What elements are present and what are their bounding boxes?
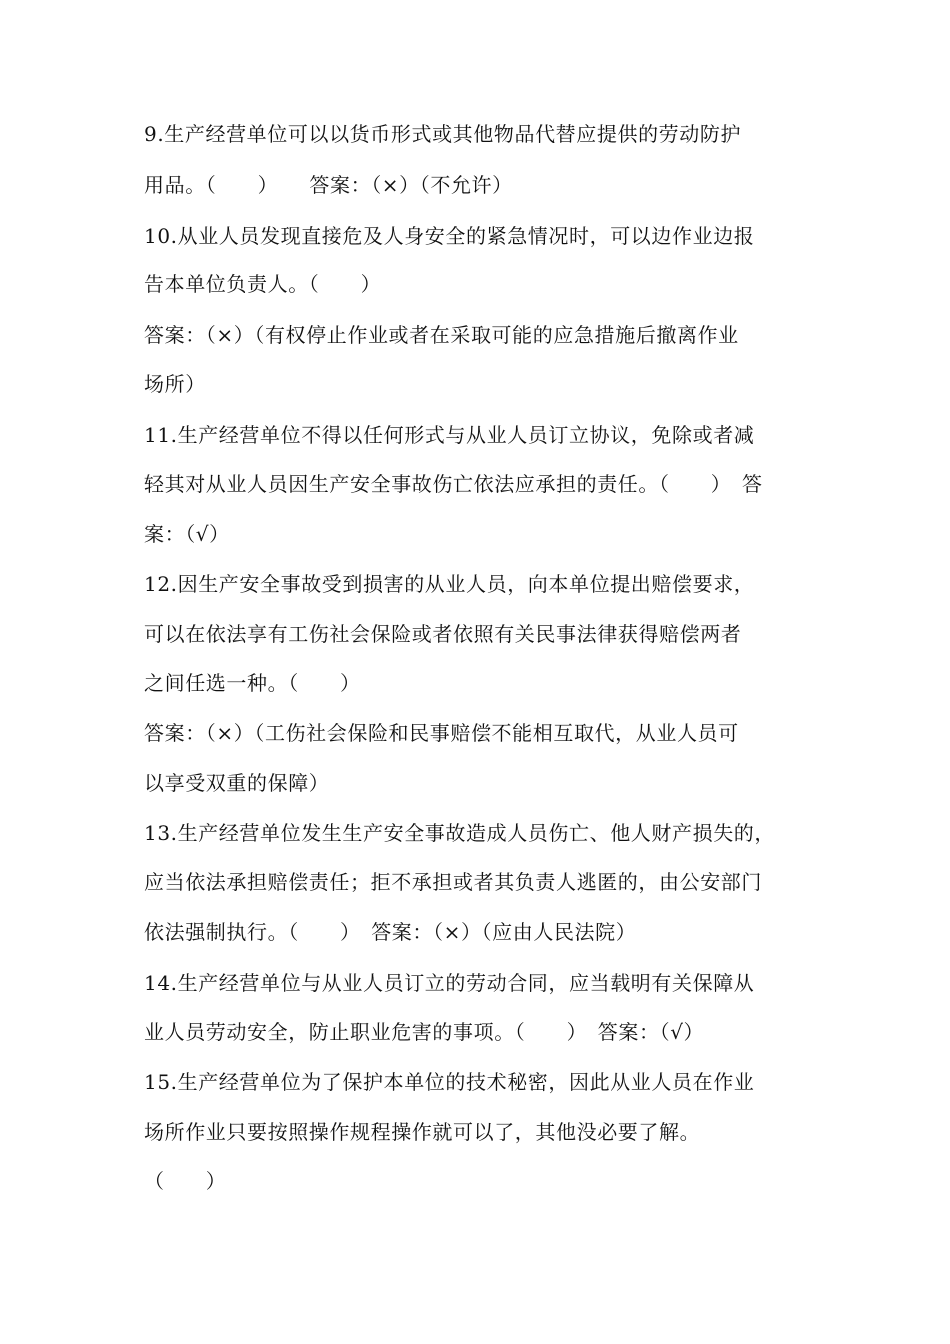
text-line: 用品。（ ） 答案：（×）（不允许） bbox=[144, 173, 513, 197]
text-line: 告本单位负责人。（ ） bbox=[144, 272, 382, 296]
text-line: 10.从业人员发现直接危及人身安全的紧急情况时，可以边作业边报 bbox=[144, 224, 755, 248]
text-line: 以享受双重的保障） bbox=[144, 771, 330, 795]
text-line: 13.生产经营单位发生生产安全事故造成人员伤亡、他人财产损失的， bbox=[144, 821, 776, 845]
text-line: 场所作业只要按照操作规程操作就可以了，其他没必要了解。 bbox=[144, 1120, 701, 1144]
text-line: 12.因生产安全事故受到损害的从业人员，向本单位提出赔偿要求， bbox=[144, 572, 755, 596]
text-line: 之间任选一种。（ ） bbox=[144, 671, 361, 695]
text-line: 案：（√） bbox=[144, 522, 230, 546]
text-line: 答案：（×）（有权停止作业或者在采取可能的应急措施后撤离作业 bbox=[144, 323, 739, 347]
text-line: 11.生产经营单位不得以任何形式与从业人员订立协议，免除或者减 bbox=[144, 423, 755, 447]
text-line: 15.生产经营单位为了保护本单位的技术秘密，因此从业人员在作业 bbox=[144, 1070, 755, 1094]
text-line: 依法强制执行。（ ） 答案：（×）（应由人民法院） bbox=[144, 920, 637, 944]
text-line: 14.生产经营单位与从业人员订立的劳动合同，应当载明有关保障从 bbox=[144, 971, 755, 995]
text-line: 应当依法承担赔偿责任；拒不承担或者其负责人逃匿的，由公安部门 bbox=[144, 870, 762, 894]
text-line: （ ） bbox=[144, 1169, 227, 1193]
text-line: 场所） bbox=[144, 372, 206, 396]
text-line: 可以在依法享有工伤社会保险或者依照有关民事法律获得赔偿两者 bbox=[144, 622, 742, 646]
text-line: 9.生产经营单位可以以货币形式或其他物品代替应提供的劳动防护 bbox=[144, 122, 742, 146]
text-line: 答案：（×）（工伤社会保险和民事赔偿不能相互取代，从业人员可 bbox=[144, 721, 739, 745]
text-line: 业人员劳动安全，防止职业危害的事项。（ ） 答案：（√） bbox=[144, 1020, 705, 1044]
text-line: 轻其对从业人员因生产安全事故伤亡依法应承担的责任。（ ） 答 bbox=[144, 472, 763, 496]
